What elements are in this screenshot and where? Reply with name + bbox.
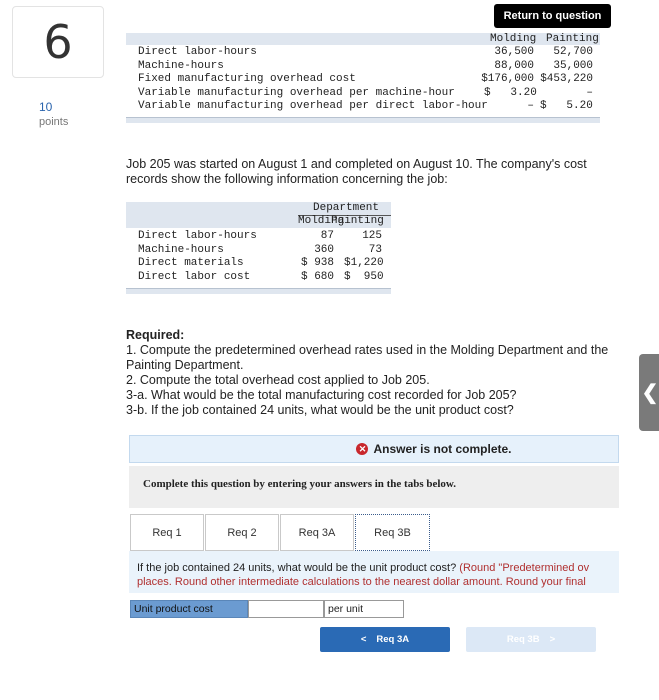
cell-molding: $ 680 — [301, 270, 335, 283]
tab-label: Req 3B — [374, 526, 411, 539]
cell-molding: – — [527, 100, 534, 112]
unit-product-cost-input[interactable] — [248, 600, 324, 618]
rounding-note-line2: places. Round other intermediate calculations to the nearest dollar amount. Round your final — [137, 576, 586, 588]
unit-product-cost-label: Unit product cost — [130, 600, 248, 618]
column-header-painting: Painting — [331, 215, 384, 227]
next-req-3b-button[interactable] — [466, 627, 596, 652]
table-footer-band — [126, 288, 391, 294]
column-header-painting: Painting — [546, 33, 599, 45]
cell-painting: 73 — [368, 243, 382, 256]
cell-painting: 125 — [362, 230, 382, 242]
x-circle-icon: ✕ — [356, 443, 368, 455]
cell-molding: $ 938 — [301, 257, 335, 269]
department-group-header: Department — [313, 202, 380, 214]
tab-label: Req 1 — [152, 526, 182, 539]
required-section — [126, 328, 621, 418]
prev-req-3a-button[interactable] — [320, 627, 450, 652]
job-cost-table — [126, 202, 391, 294]
cell-painting: $1,220 — [344, 257, 384, 269]
row-label: Direct labor-hours — [138, 230, 257, 242]
cell-molding: $176,000 — [481, 73, 534, 85]
required-item: 1. Compute the predetermined overhead rates used in the Molding Department and the Painting Department. — [126, 343, 609, 372]
tab-req-3b[interactable] — [355, 514, 430, 551]
row-label: Variable manufacturing overhead per machine-hour — [138, 86, 455, 99]
column-header-molding: Molding — [490, 33, 537, 45]
job-intro-text: Job 205 was started on August 1 and completed on August 10. The company's cost records show the following information concerning the job: — [126, 157, 587, 186]
row-label: Fixed manufacturing overhead cost — [138, 73, 356, 85]
chevron-left-icon: < — [360, 634, 367, 645]
cell-molding: 88,000 — [494, 59, 534, 72]
tab-req-2[interactable] — [205, 514, 279, 551]
cell-molding: 36,500 — [494, 46, 534, 58]
instructions-bar — [129, 466, 619, 508]
cell-painting: – — [586, 86, 593, 99]
column-header-molding: Molding — [298, 215, 345, 227]
points-label: points — [39, 116, 69, 128]
required-item: 2. Compute the total overhead cost applied to Job 205. — [126, 373, 430, 387]
cell-painting: $453,220 — [540, 73, 593, 85]
side-panel-toggle[interactable] — [639, 354, 659, 431]
row-label: Machine-hours — [138, 59, 224, 72]
question-panel — [129, 551, 619, 593]
cell-painting: $ 5.20 — [540, 100, 593, 112]
answer-status-text: Answer is not complete. — [373, 442, 512, 456]
required-item: 3-a. What would be the total manufacturing cost recorded for Job 205? — [126, 388, 517, 402]
question-number-box — [12, 6, 104, 78]
required-item: 3-b. If the job contained 24 units, what would be the unit product cost? — [126, 403, 514, 417]
row-label: Direct labor cost — [138, 270, 251, 283]
table-footer-band — [126, 117, 600, 123]
instructions-text: Complete this question by entering your answers in the tabs below. — [143, 478, 457, 490]
row-label: Variable manufacturing overhead per direct labor-hour — [138, 100, 488, 112]
department-data-table — [126, 33, 600, 123]
cell-painting: $ 950 — [344, 270, 384, 283]
cell-painting: 52,700 — [553, 46, 593, 58]
cell-molding: 87 — [320, 230, 334, 242]
row-label: Direct materials — [138, 257, 244, 269]
required-title: Required: — [126, 328, 185, 342]
tab-req-1[interactable] — [130, 514, 204, 551]
tab-label: Req 3A — [298, 526, 336, 539]
cell-molding: $ 3.20 — [484, 86, 537, 99]
points-value: 10 — [39, 100, 53, 114]
chevron-left-icon: ❮ — [641, 382, 659, 404]
unit-suffix: per unit — [324, 600, 404, 618]
return-to-question-button[interactable]: Return to question — [494, 4, 611, 28]
prev-button-label: Req 3A — [376, 634, 410, 645]
tab-req-3a[interactable] — [280, 514, 354, 551]
tab-label: Req 2 — [227, 526, 257, 539]
answer-status-bar — [129, 435, 619, 463]
cell-molding: 360 — [314, 243, 334, 256]
panel-question: If the job contained 24 units, what would be the unit product cost? — [137, 562, 457, 574]
question-number: 6 — [43, 15, 73, 69]
rounding-note-line1: (Round "Predetermined ov — [459, 562, 590, 574]
row-label: Machine-hours — [138, 243, 224, 256]
cell-painting: 35,000 — [553, 59, 593, 72]
row-label: Direct labor-hours — [138, 46, 257, 58]
chevron-right-icon: > — [549, 634, 556, 645]
next-button-label: Req 3B — [506, 634, 540, 645]
